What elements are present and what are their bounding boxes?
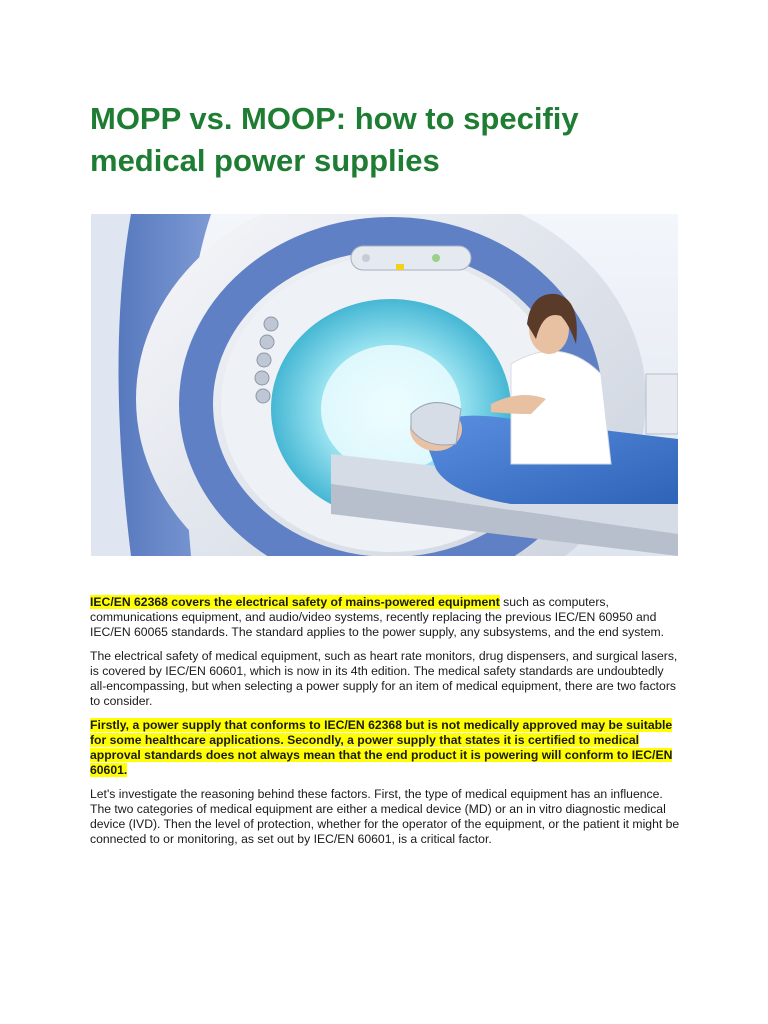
paragraph-2 (90, 649, 682, 709)
paragraph-3 (90, 718, 682, 778)
article-body (90, 595, 682, 856)
paragraph-2-text: The electrical safety of medical equipment, such as heart rate monitors, drug dispensers, and surgical lasers, is covered by IEC/EN 60601, which is now in its 4th edition. The medical safety standards are undoubtedly all-encompassing, but when selecting a power supply for an item of medical equipment, there are two factors to consider. (90, 649, 678, 708)
article-title: MOPP vs. MOOP: how to specifiy medical power supplies (90, 101, 579, 178)
paragraph-3-highlight: Firstly, a power supply that conforms to IEC/EN 62368 but is not medically approved may be suitable for some healthcare applications. Secondly, a power supply that states it is certified to medical approval standards does not always mean that the end product it is powering will conform to IEC/EN 60601. (90, 718, 673, 777)
paragraph-1 (90, 595, 682, 640)
paragraph-4 (90, 787, 682, 847)
paragraph-4-text: Let's investigate the reasoning behind these factors. First, the type of medical equipment has an influence. The two categories of medical equipment are either a medical device (MD) or an in vitro diagnostic medical device (IVD). Then the level of protection, whether for the operator of the equipment, or the patient it might be connected to or monitoring, as set out by IEC/EN 60601, is a critical factor. (90, 787, 680, 846)
mri-scanner-photo (91, 214, 678, 556)
paragraph-1-highlight: IEC/EN 62368 covers the electrical safety of mains-powered equipment (90, 595, 500, 609)
paragraph-1-text: such as computers, communications equipment, and audio/video systems, recently replacing the previous IEC/EN 60950 and IEC/EN 60065 standards. The standard applies to the power supply, any subsystems, and the end system. (90, 595, 665, 639)
